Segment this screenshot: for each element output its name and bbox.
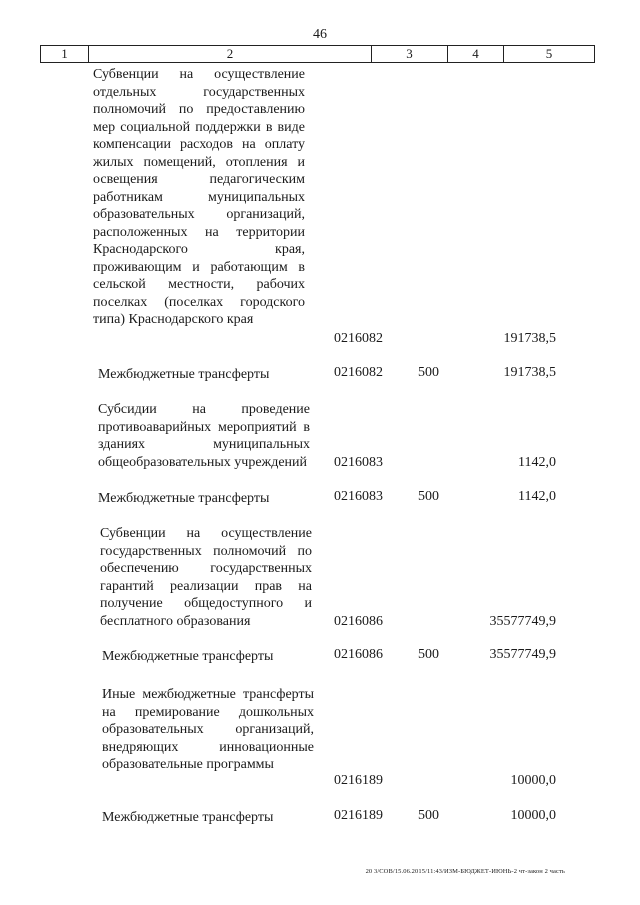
row-amount: 35577749,9 xyxy=(489,647,556,662)
row-description: Субвенции на осуществление отдельных государственных полномочий по предоставлению мер социальной поддержки в виде компенсации расходов на оплату жилых помещений, отопления и освещения педагогическим работникам муниципальных образовательных организаций, расположенных на территории Краснодарского края, проживающим и работающим в сельской местности, рабочих поселках (поселках городского типа) Краснодарского края xyxy=(93,67,305,327)
row-amount: 10000,0 xyxy=(510,773,556,788)
table-header xyxy=(40,45,595,63)
header-col-4: 4 xyxy=(448,46,504,62)
row-description: Субсидии на проведение противоаварийных мероприятий в зданиях муниципальных общеобразовательных учреждений xyxy=(98,402,310,470)
page-number: 46 xyxy=(313,27,327,42)
row-code: 0216083 xyxy=(334,489,383,504)
row-amount: 1142,0 xyxy=(518,455,556,470)
row-code: 0216082 xyxy=(334,365,383,380)
row-description: Субвенции на осуществление государственных полномочий по обеспечению государственных гарантий реализации прав на получение общедоступного и бесплатного образования xyxy=(100,526,312,629)
row-amount: 191738,5 xyxy=(503,331,556,346)
header-col-5: 5 xyxy=(545,46,553,61)
document-footer: 20 3/СОВ/15.06.2015/11:43/ИЗМ-БЮДЖЕТ-ИЮНЬ-2 чт-закон 2 часть xyxy=(365,868,565,875)
header-col-1: 1 xyxy=(41,46,89,62)
row-description: Межбюджетные трансферты xyxy=(102,810,274,825)
row-code: 0216189 xyxy=(334,773,383,788)
row-code: 0216086 xyxy=(334,647,383,662)
row-description: Иные межбюджетные трансферты на премирование дошкольных образовательных организаций, внедряющих инновационные образовательные программы xyxy=(102,687,314,772)
row-category: 500 xyxy=(418,647,439,662)
row-code: 0216083 xyxy=(334,455,383,470)
header-col-3: 3 xyxy=(372,46,448,62)
row-description: Межбюджетные трансферты xyxy=(102,649,274,664)
header-col-2: 2 xyxy=(89,46,372,62)
row-amount: 10000,0 xyxy=(510,808,556,823)
row-category: 500 xyxy=(418,808,439,823)
row-category: 500 xyxy=(418,489,439,504)
row-description: Межбюджетные трансферты xyxy=(98,367,270,382)
row-amount: 1142,0 xyxy=(518,489,556,504)
row-description: Межбюджетные трансферты xyxy=(98,491,270,506)
row-amount: 35577749,9 xyxy=(489,614,556,629)
row-category: 500 xyxy=(418,365,439,380)
row-code: 0216086 xyxy=(334,614,383,629)
row-code: 0216189 xyxy=(334,808,383,823)
row-amount: 191738,5 xyxy=(503,365,556,380)
row-code: 0216082 xyxy=(334,331,383,346)
